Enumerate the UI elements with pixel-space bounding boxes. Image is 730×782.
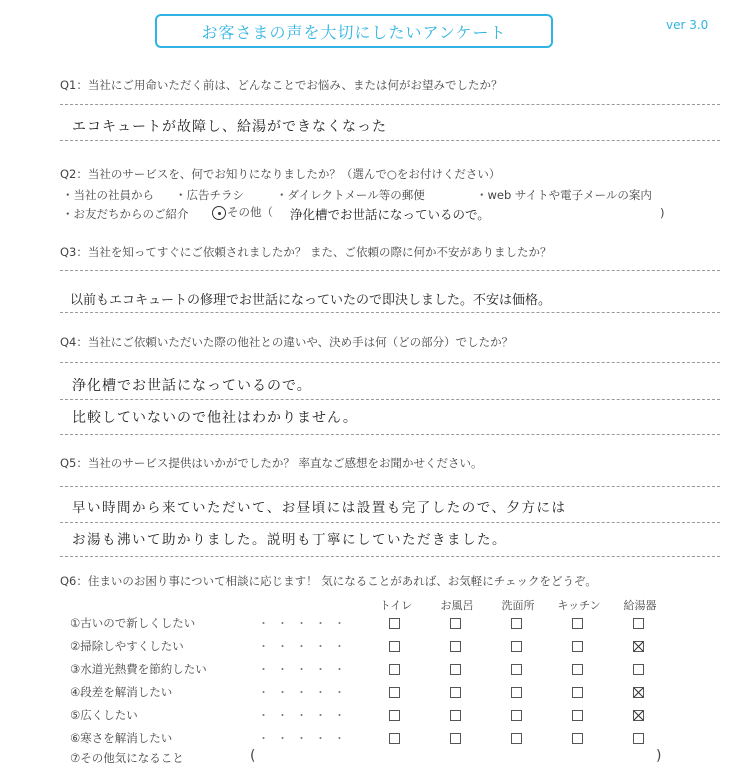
checkbox-water-heater[interactable]: [633, 733, 644, 744]
checkbox-kitchen[interactable]: [572, 618, 583, 629]
q6-row-leader-dots: ・・・・・: [258, 732, 353, 745]
q6-row-leader-dots: ・・・・・: [258, 663, 353, 676]
q5-rule-top: [60, 486, 720, 487]
q6-row-label: ②掃除しやすくしたい: [70, 639, 184, 653]
checkbox-bath[interactable]: [450, 664, 461, 675]
q3-answer[interactable]: 以前もエコキュートの修理でお世話になっていたので即決しました。不安は価格。: [70, 293, 552, 308]
q1-answer[interactable]: エコキュートが故障し、給湯ができなくなった: [72, 119, 387, 135]
q2-option-other-label: その他（: [227, 205, 273, 219]
q2-question: Q2：当社のサービスを、何でお知りになりましたか？（選んで○をお付けください）: [60, 167, 501, 181]
checkbox-water-heater[interactable]: [633, 687, 644, 698]
q5-rule-bottom: [60, 556, 720, 557]
checkbox-water-heater[interactable]: [633, 641, 644, 652]
q2-option-mail[interactable]: ・ダイレクトメール等の郵便: [276, 188, 425, 202]
q4-rule-middle: [60, 399, 720, 400]
q6-row-leader-dots: ・・・・・: [258, 617, 353, 630]
q2-option-other[interactable]: [212, 204, 273, 220]
q2-option-staff[interactable]: ・当社の社員から: [62, 188, 154, 202]
checkbox-toilet[interactable]: [389, 733, 400, 744]
q5-answer-line2[interactable]: お湯も沸いて助かりました。説明も丁寧にしていただきました。: [72, 532, 507, 548]
checkbox-washroom[interactable]: [511, 710, 522, 721]
q6-row-label: ⑥寒さを解消したい: [70, 731, 173, 745]
checkbox-toilet[interactable]: [389, 664, 400, 675]
q3-question: Q3：当社を知ってすぐにご依頼されましたか？ また、ご依頼の際に何か不安がありましたか？: [60, 245, 552, 259]
q4-answer-line1[interactable]: 浄化槽でお世話になっているので。: [72, 378, 312, 394]
checkbox-bath[interactable]: [450, 733, 461, 744]
q4-rule-top: [60, 362, 720, 363]
checkbox-washroom[interactable]: [511, 733, 522, 744]
checkbox-washroom[interactable]: [511, 664, 522, 675]
q6-row-label: ④段差を解消したい: [70, 685, 173, 699]
checkbox-kitchen[interactable]: [572, 687, 583, 698]
checkbox-toilet[interactable]: [389, 618, 400, 629]
checkbox-washroom[interactable]: [511, 687, 522, 698]
q2-option-flyer[interactable]: ・広告チラシ: [175, 188, 244, 202]
q2-option-friend[interactable]: ・お友だちからのご紹介: [62, 207, 189, 221]
q4-rule-bottom: [60, 434, 720, 435]
selected-circle-icon: [212, 206, 226, 220]
q1-rule-top: [60, 104, 720, 105]
checkbox-water-heater[interactable]: [633, 710, 644, 721]
q1-rule-bottom: [60, 140, 720, 141]
q2-option-web[interactable]: ・web サイトや電子メールの案内: [476, 188, 652, 202]
checkbox-bath[interactable]: [450, 710, 461, 721]
q6-row-leader-dots: ・・・・・: [258, 709, 353, 722]
page-title: お客さまの声を大切にしたいアンケート: [155, 14, 553, 48]
version-label: ver 3.0: [666, 18, 709, 32]
column-header-washroom: 洗面所: [501, 599, 535, 612]
checkbox-washroom[interactable]: [511, 618, 522, 629]
checkbox-bath[interactable]: [450, 687, 461, 698]
q4-answer-line2[interactable]: 比較していないので他社はわかりません。: [72, 410, 358, 426]
checkbox-kitchen[interactable]: [572, 733, 583, 744]
checkbox-washroom[interactable]: [511, 641, 522, 652]
q2-close-paren: ): [660, 206, 665, 220]
checkbox-kitchen[interactable]: [572, 664, 583, 675]
q6-row-label: ③水道光熱費を節約したい: [70, 662, 207, 676]
q6-other-open-paren: (: [250, 748, 256, 764]
q1-question: Q1：当社にご用命いただく前は、どんなことでお悩み、または何がお望みでしたか？: [60, 78, 503, 92]
q3-rule-top: [60, 270, 720, 271]
checkbox-toilet[interactable]: [389, 641, 400, 652]
q6-row-label: ①古いので新しくしたい: [70, 616, 196, 630]
q4-question: Q4：当社にご依頼いただいた際の他社との違いや、決め手は何（どの部分）でしたか？: [60, 335, 514, 349]
q6-row-leader-dots: ・・・・・: [258, 640, 353, 653]
column-header-bath: お風呂: [440, 599, 474, 612]
q5-question: Q5：当社のサービス提供はいかがでしたか？ 率直なご感想をお聞かせください。: [60, 456, 483, 470]
q6-row-label: ⑤広くしたい: [70, 708, 138, 722]
q6-other-label: ⑦その他気になること: [70, 751, 184, 765]
column-header-water-heater: 給湯器: [623, 599, 657, 612]
checkbox-toilet[interactable]: [389, 687, 400, 698]
q6-other-input[interactable]: [268, 746, 648, 766]
q2-other-answer[interactable]: 浄化槽でお世話になっているので。: [290, 207, 490, 222]
checkbox-kitchen[interactable]: [572, 641, 583, 652]
q5-rule-middle: [60, 522, 720, 523]
q6-question: Q6：住まいのお困り事について相談に応じます！ 気になることがあれば、お気軽にチェックをどうぞ。: [60, 574, 597, 588]
column-header-toilet: トイレ: [379, 599, 413, 612]
checkbox-water-heater[interactable]: [633, 664, 644, 675]
checkbox-bath[interactable]: [450, 641, 461, 652]
q6-other-close-paren: ): [656, 748, 662, 764]
checkbox-toilet[interactable]: [389, 710, 400, 721]
q3-rule-bottom: [60, 312, 720, 313]
column-header-kitchen: キッチン: [557, 599, 601, 612]
q6-row-leader-dots: ・・・・・: [258, 686, 353, 699]
checkbox-bath[interactable]: [450, 618, 461, 629]
q5-answer-line1[interactable]: 早い時間から来ていただいて、お昼頃には設置も完了したので、夕方には: [72, 500, 567, 516]
checkbox-kitchen[interactable]: [572, 710, 583, 721]
checkbox-water-heater[interactable]: [633, 618, 644, 629]
